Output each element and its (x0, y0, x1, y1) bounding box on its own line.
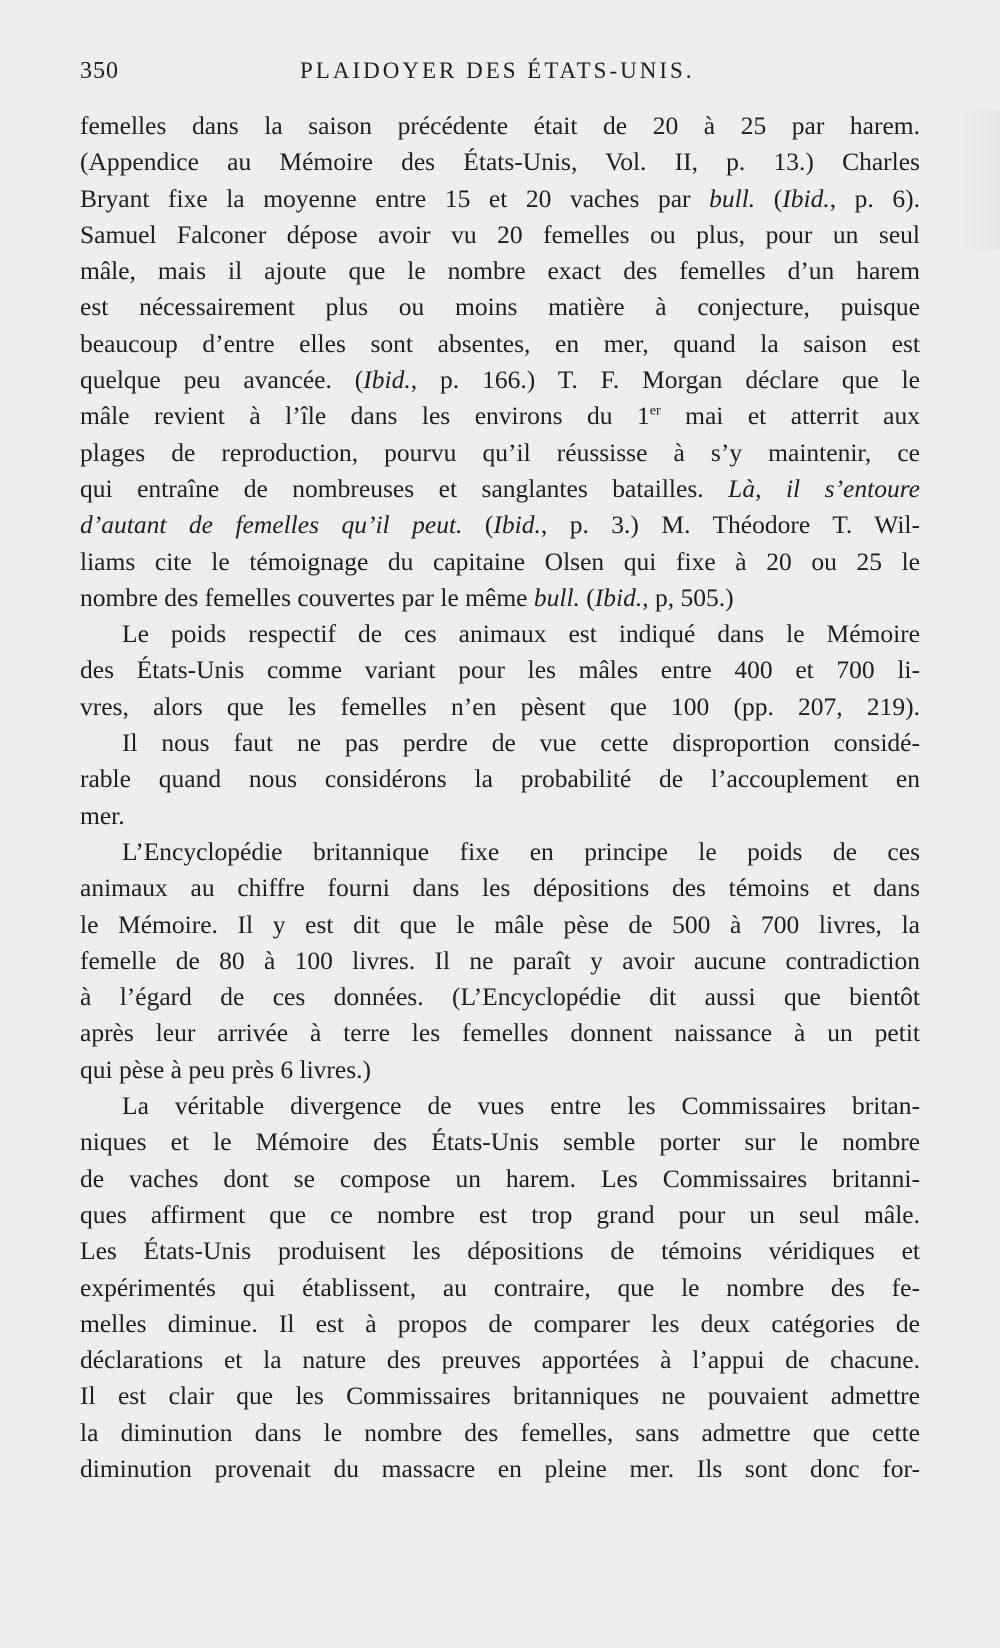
text-line: Samuel Falconer dépose avoir vu 20 femelles ou plus, pour un seul (80, 219, 920, 249)
page-edge-shadow (960, 110, 1000, 250)
text-line: après leur arrivée à terre les femelles donnent naissance à un petit (80, 1018, 920, 1048)
italic-segment: Ibid. (594, 582, 643, 612)
text-segment: , p. 166.) T. F. Morgan déclare que le (410, 365, 921, 395)
text-segment: quelque peu avancée. ( (80, 365, 364, 395)
text-line: la diminution dans le nombre des femelles, sans admettre que cette (80, 1417, 920, 1447)
text-line: est nécessairement plus ou moins matière à conjecture, puisque (80, 292, 920, 322)
superscript: er (649, 403, 661, 419)
text-segment: , p. 6). (829, 183, 920, 213)
text-line: ques affirment que ce nombre est trop grand pour un seul mâle. (80, 1199, 920, 1229)
italic-segment: Là, il s’entoure (728, 473, 921, 503)
text-line: melles diminue. Il est à propos de comparer les deux catégories de (80, 1308, 920, 1338)
text-line: liams cite le témoignage du capitaine Olsen qui fixe à 20 ou 25 le (80, 546, 920, 576)
text-line: expérimentés qui établissent, au contraire, que le nombre des fe- (80, 1272, 920, 1302)
text-line (80, 471, 920, 507)
text-line: plages de reproduction, pourvu qu’il réussisse à s’y maintenir, ce (80, 437, 920, 467)
text-line: diminution provenait du massacre en pleine mer. Ils sont donc for- (80, 1453, 920, 1483)
italic-segment: d’autant de femelles qu’il peut. (80, 510, 463, 540)
text-line: Il nous faut ne pas perdre de vue cette disproportion considé- (122, 728, 920, 758)
text-line: le Mémoire. Il y est dit que le mâle pèse de 500 à 700 livres, la (80, 909, 920, 939)
italic-segment: Ibid. (782, 183, 830, 213)
page-header (80, 58, 920, 92)
page-number: 350 (80, 58, 119, 84)
text-line: à l’égard de ces données. (L’Encyclopédie dit aussi que bientôt (80, 982, 920, 1012)
text-line: rable quand nous considérons la probabilité de l’accouplement en (80, 764, 920, 794)
text-line: Les États-Unis produisent les dépositions de témoins véridiques et (80, 1236, 920, 1266)
text-line: qui pèse à peu près 6 livres.) (80, 1054, 372, 1084)
text-line: des États-Unis comme variant pour les mâles entre 400 et 700 li- (80, 655, 920, 685)
italic-segment: Ibid. (493, 510, 541, 540)
running-title: PLAIDOYER DES ÉTATS-UNIS. (300, 58, 695, 83)
text-segment: qui entraîne de nombreuses et sanglantes batailles. (80, 473, 729, 503)
text-segment: Bryant fixe la moyenne entre 15 et 20 vaches par (80, 183, 710, 213)
text-line: de vaches dont se compose un harem. Les Commissaires britanni- (80, 1163, 920, 1193)
text-segment: , p. 3.) M. Théodore T. Wil- (540, 510, 920, 540)
text-line: femelle de 80 à 100 livres. Il ne paraît y avoir aucune contradiction (80, 945, 920, 975)
text-line (80, 580, 920, 616)
text-segment: ( (755, 183, 783, 213)
text-line: femelles dans la saison précédente était de 20 à 25 par harem. (80, 111, 920, 140)
text-segment: , p, 505.) (642, 582, 734, 612)
text-line: La véritable divergence de vues entre les Commissaires britan- (122, 1091, 920, 1121)
text-line: L’Encyclopédie britannique fixe en principe le poids de ces (122, 836, 920, 866)
text-line: vres, alors que les femelles n’en pèsent que 100 (pp. 207, 219). (80, 691, 920, 721)
text-line (80, 507, 920, 543)
text-line: niques et le Mémoire des États-Unis semble porter sur le nombre (80, 1127, 920, 1157)
italic-segment: bull. (533, 582, 580, 612)
body-text (80, 108, 920, 1538)
text-line: mer. (80, 800, 125, 830)
text-line: animaux au chiffre fourni dans les dépositions des témoins et dans (80, 873, 920, 903)
text-line: mâle, mais il ajoute que le nombre exact des femelles d’un harem (80, 256, 920, 286)
text-segment: nombre des femelles couvertes par le même (80, 582, 534, 612)
text-line: déclarations et la nature des preuves apportées à l’appui de chacune. (80, 1345, 920, 1375)
italic-segment: Ibid. (363, 365, 411, 395)
text-line (80, 181, 920, 217)
italic-segment: bull. (709, 183, 756, 213)
text-segment: mai et atterrit aux (660, 401, 920, 431)
text-segment: ( (579, 582, 595, 612)
text-line: beaucoup d’entre elles sont absentes, en mer, quand la saison est (80, 328, 920, 358)
text-segment: mâle revient à l’île dans les environs du 1 (80, 401, 650, 431)
text-line: Il est clair que les Commissaires britanniques ne pouvaient admettre (80, 1381, 920, 1411)
text-line: Le poids respectif de ces animaux est indiqué dans le Mémoire (122, 619, 920, 649)
text-segment: ( (462, 510, 494, 540)
text-line (80, 362, 920, 398)
text-line (80, 398, 920, 434)
text-line: (Appendice au Mémoire des États-Unis, Vol. II, p. 13.) Charles (80, 147, 920, 177)
